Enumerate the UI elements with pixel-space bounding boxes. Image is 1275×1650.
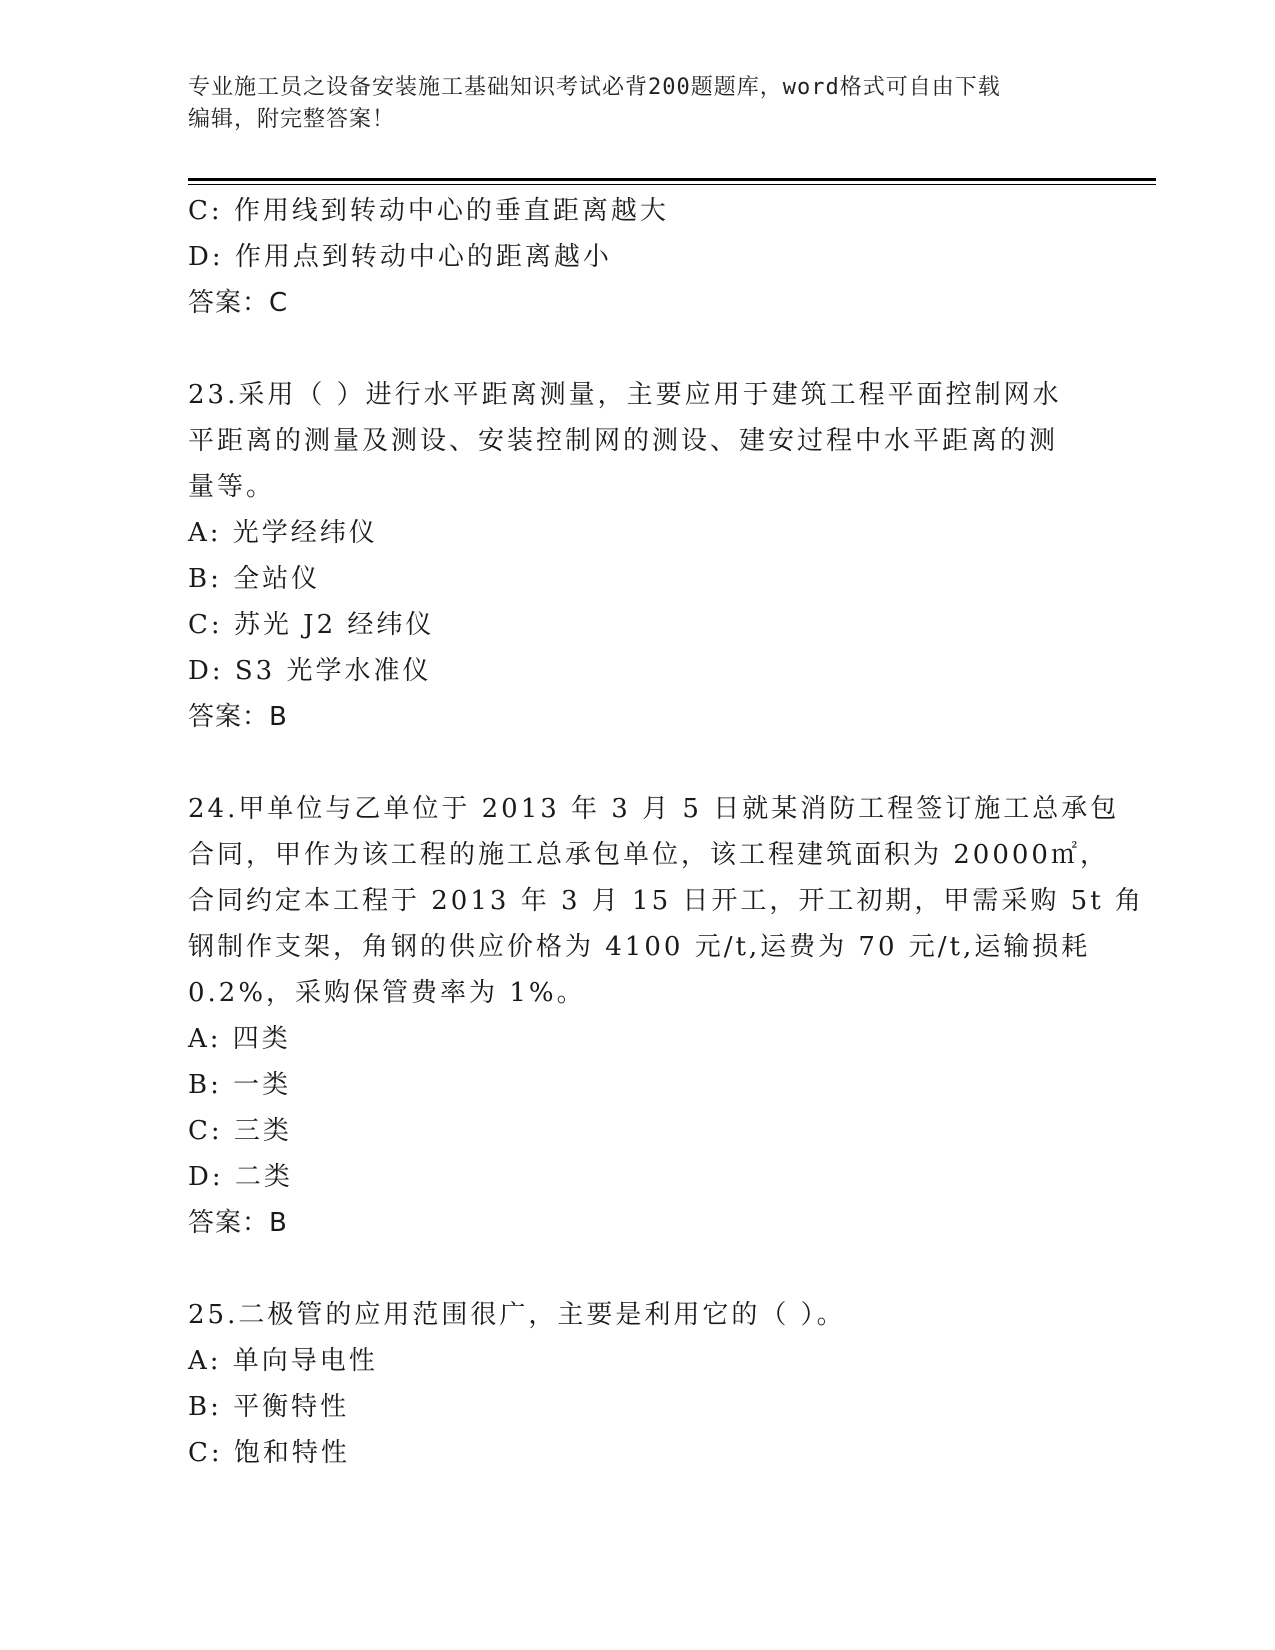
option-b: B: 全站仪 <box>188 564 321 594</box>
option-b: B: 一类 <box>188 1070 292 1100</box>
spacer <box>188 740 1088 786</box>
option-d: D: 二类 <box>188 1162 293 1192</box>
question-list <box>188 188 1144 1476</box>
question-24 <box>188 786 1144 1246</box>
question-stem-line: 23.采用（ ）进行水平距离测量，主要应用于建筑工程平面控制网水 <box>188 380 1062 410</box>
header-rule-thick <box>188 178 1156 181</box>
question-stem-line: 24.甲单位与乙单位于 2013 年 3 月 5 日就某消防工程签订施工总承包 <box>188 794 1120 824</box>
option-c: C: 三类 <box>188 1116 292 1146</box>
spacer <box>188 326 1088 372</box>
header-rule-thin <box>188 184 1156 185</box>
header-title-line2: 编辑，附完整答案！ <box>188 107 396 132</box>
option-c: C: 苏光 J2 经纬仪 <box>188 610 435 640</box>
answer-label: 答案：B <box>188 702 288 732</box>
spacer <box>188 1246 1088 1292</box>
header-title-line1: 专业施工员之设备安装施工基础知识考试必背200题题库，word格式可自由下载 <box>188 75 1001 100</box>
question-stem-line: 合同，甲作为该工程的施工总承包单位，该工程建筑面积为 20000㎡， <box>188 840 1109 870</box>
option-d: D: 作用点到转动中心的距离越小 <box>188 242 612 272</box>
option-a: A: 单向导电性 <box>188 1346 378 1376</box>
question-stem-line: 量等。 <box>188 472 276 502</box>
question-23 <box>188 372 1088 740</box>
option-a: A: 光学经纬仪 <box>188 518 378 548</box>
option-b: B: 平衡特性 <box>188 1392 350 1422</box>
document-header <box>188 72 1068 136</box>
question-stem-line: 0.2%，采购保管费率为 1%。 <box>188 978 586 1008</box>
option-c: C: 作用线到转动中心的垂直距离越大 <box>188 196 669 226</box>
question-25 <box>188 1292 1088 1476</box>
answer-label: 答案：C <box>188 288 289 318</box>
option-a: A: 四类 <box>188 1024 291 1054</box>
question-stem-line: 钢制作支架，角钢的供应价格为 4100 元/t,运费为 70 元/t,运输损耗 <box>188 932 1091 962</box>
question-stem-line: 平距离的测量及测设、安装控制网的测设、建安过程中水平距离的测 <box>188 426 1059 456</box>
question-22-tail <box>188 188 1088 326</box>
option-d: D: S3 光学水准仪 <box>188 656 432 686</box>
option-c: C: 饱和特性 <box>188 1438 350 1468</box>
answer-label: 答案：B <box>188 1208 288 1238</box>
question-stem-line: 25.二极管的应用范围很广，主要是利用它的（ ）。 <box>188 1300 846 1330</box>
question-stem-line: 合同约定本工程于 2013 年 3 月 15 日开工，开工初期，甲需采购 5t 角 <box>188 886 1144 916</box>
